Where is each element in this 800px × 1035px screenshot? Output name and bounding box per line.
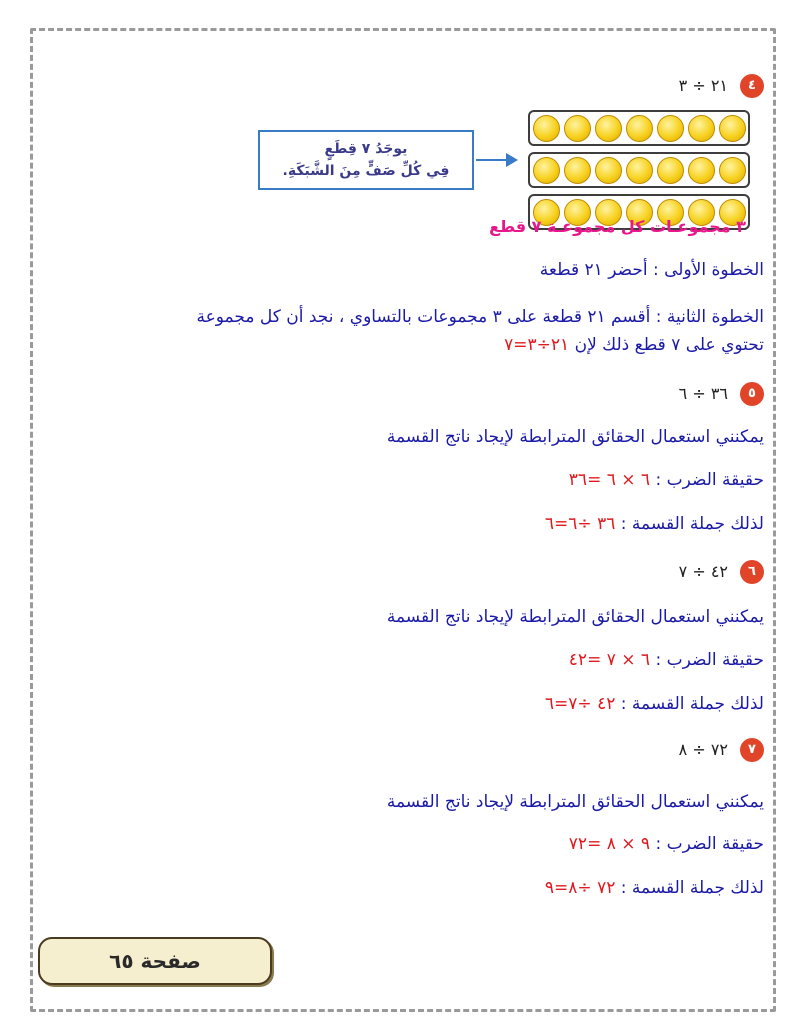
problem-6-intro: يمكنني استعمال الحقائق المترابطة لإيجاد ناتج القسمة — [386, 607, 764, 627]
counter — [688, 157, 715, 184]
problem-6-sentence — [545, 692, 764, 716]
problem-expression: ٧٢ ÷ ٨ — [678, 740, 728, 759]
sentence-equation: ٤٢ ÷٧=٦ — [544, 694, 616, 714]
sentence-label: لذلك جملة القسمة : — [620, 878, 764, 898]
step-1: الخطوة الأولى : أحضر ٢١ قطعة — [539, 260, 764, 280]
problem-7-sentence — [545, 876, 764, 900]
sentence-equation: ٧٢ ÷٨=٩ — [544, 878, 616, 898]
counter — [626, 115, 653, 142]
step-2-line-1: الخطوة الثانية : أقسم ٢١ قطعة على ٣ مجموعات بالتساوي ، نجد أن كل مجموعة — [196, 307, 764, 327]
figure-caption: ٣ مجموعـات كل مجموعـة ٧ قطع — [489, 217, 746, 236]
explanation-note — [258, 130, 474, 190]
counter-row — [528, 110, 750, 146]
problem-number-badge: ٤ — [740, 74, 764, 98]
counter — [564, 157, 591, 184]
problem-expression: ٢١ ÷ ٣ — [678, 76, 728, 95]
sentence-label: لذلك جملة القسمة : — [620, 514, 764, 534]
step-2-equation: ٢١÷٣=٧ — [504, 335, 570, 355]
fact-equation: ٦ × ٧ =٤٢ — [568, 650, 651, 670]
counter — [595, 115, 622, 142]
problem-5-intro: يمكنني استعمال الحقائق المترابطة لإيجاد ناتج القسمة — [386, 427, 764, 447]
problem-7-fact — [569, 832, 764, 856]
problem-5-sentence — [545, 512, 764, 536]
sentence-label: لذلك جملة القسمة : — [620, 694, 764, 714]
counter — [533, 115, 560, 142]
fact-equation: ٦ × ٦ =٣٦ — [568, 470, 651, 490]
problem-6-fact — [569, 648, 764, 672]
counter — [719, 157, 746, 184]
step-2-text: تحتوي على ٧ قطع ذلك لإن — [574, 335, 764, 355]
problem-5-fact — [569, 468, 764, 492]
arrow-icon — [476, 159, 510, 161]
counter — [657, 115, 684, 142]
problem-6-header — [679, 560, 764, 584]
problem-number-badge: ٧ — [740, 738, 764, 762]
counter — [657, 157, 684, 184]
problem-5-header — [679, 382, 764, 406]
problem-expression: ٣٦ ÷ ٦ — [678, 384, 728, 403]
page-number-label: صفحة ٦٥ — [38, 937, 272, 985]
problem-number-badge: ٥ — [740, 382, 764, 406]
fact-equation: ٩ × ٨ =٧٢ — [568, 834, 651, 854]
problem-expression: ٤٢ ÷ ٧ — [678, 562, 728, 581]
counter — [533, 157, 560, 184]
note-line-1: يوجَدُ ٧ قِطَعٍ — [324, 141, 408, 157]
problem-7-intro: يمكنني استعمال الحقائق المترابطة لإيجاد ناتج القسمة — [386, 792, 764, 812]
problem-4-header — [679, 74, 764, 98]
counter — [595, 157, 622, 184]
fact-label: حقيقة الضرب : — [655, 470, 764, 490]
note-line-2: فِي كُلِّ صَفٍّ مِنَ الشَّبَكَةِ. — [282, 163, 450, 179]
counter — [626, 157, 653, 184]
fact-label: حقيقة الضرب : — [655, 834, 764, 854]
sentence-equation: ٣٦ ÷٦=٦ — [544, 514, 616, 534]
counter — [564, 115, 591, 142]
problem-7-header — [679, 738, 764, 762]
counter — [688, 115, 715, 142]
counter — [719, 115, 746, 142]
step-2-line-2 — [504, 333, 764, 357]
arrow-head-icon — [506, 153, 518, 167]
fact-label: حقيقة الضرب : — [655, 650, 764, 670]
problem-number-badge: ٦ — [740, 560, 764, 584]
counter-row — [528, 152, 750, 188]
